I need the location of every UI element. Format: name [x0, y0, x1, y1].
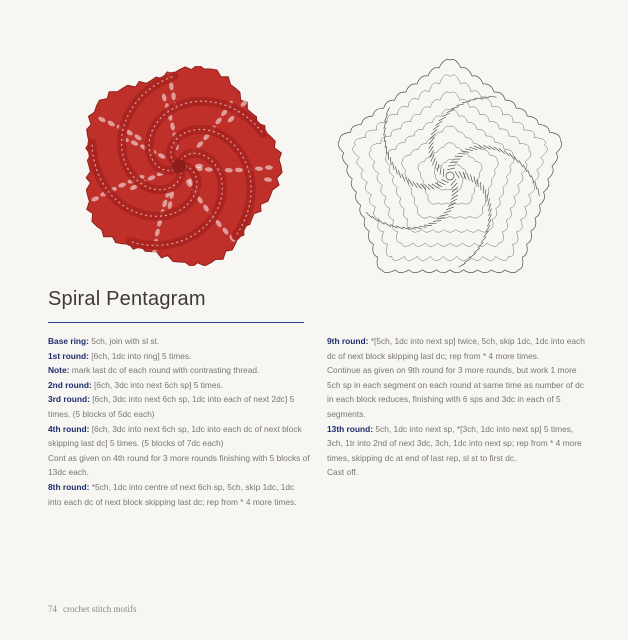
- page-number: 74: [48, 604, 57, 614]
- instruction-continue-2: Continue as given on 9th round for 3 more rounds, but work 1 more 5ch sp in each segment on each round at same time as number of dc in each block reduces, finishing with 6 sps and 3dc in each of 5 segments.: [327, 365, 584, 419]
- instruction-round-13: 13th round: 5ch, 1dc into next sp, *[3ch, 1dc into next sp] 5 times, 3ch, 1tr into 2nd of next 3dc, 3ch, 1dc into next sp; rep from * 4 more times, skipping dc at end of last rep, sl st to first dc.: [327, 423, 582, 463]
- pattern-title: Spiral Pentagram: [48, 288, 206, 310]
- title-underline: [48, 322, 304, 323]
- instruction-round-3: 3rd round: [6ch, 3dc into next 6ch sp, 1dc into each of next 2dc] 5 times. (5 blocks of 5dc each): [48, 394, 295, 419]
- instruction-round-8: 8th round: *5ch, 1dc into centre of next 6ch sp, 5ch, skip 1dc, 1dc into each dc of next block skipping last dc; rep from * 4 more times.: [48, 481, 297, 507]
- instructions-right-column: [327, 334, 591, 480]
- instruction-cast-off: Cast off.: [327, 467, 359, 478]
- instructions-left-column: [48, 334, 310, 509]
- instruction-round-1: 1st round: [6ch, 1dc into ring] 5 times.: [48, 350, 192, 361]
- instruction-note: Note: mark last dc of each round with contrasting thread.: [48, 365, 260, 376]
- book-title: crochet stitch motifs: [63, 604, 137, 614]
- instruction-round-4: 4th round: [6ch, 3dc into next 6ch sp, 1dc into each dc of next block skipping last dc] 5 times. (5 blocks of 7dc each): [48, 423, 302, 449]
- instruction-round-2: 2nd round: [6ch, 3dc into next 6ch sp] 5 times.: [48, 379, 224, 390]
- page-footer: [48, 604, 136, 614]
- instruction-base-ring: Base ring: 5ch, join with sl st.: [48, 336, 160, 346]
- crochet-motif-photo: [74, 66, 284, 266]
- instruction-round-9: 9th round: *[5ch, 1dc into next sp] twice, 5ch, skip 1dc, 1dc into each dc of next block skipping last dc; rep from * 4 more times.: [327, 336, 585, 361]
- instruction-continue-1: Cont as given on 4th round for 3 more rounds finishing with 5 blocks of 13dc each.: [48, 452, 310, 478]
- crochet-symbol-chart: [330, 48, 570, 293]
